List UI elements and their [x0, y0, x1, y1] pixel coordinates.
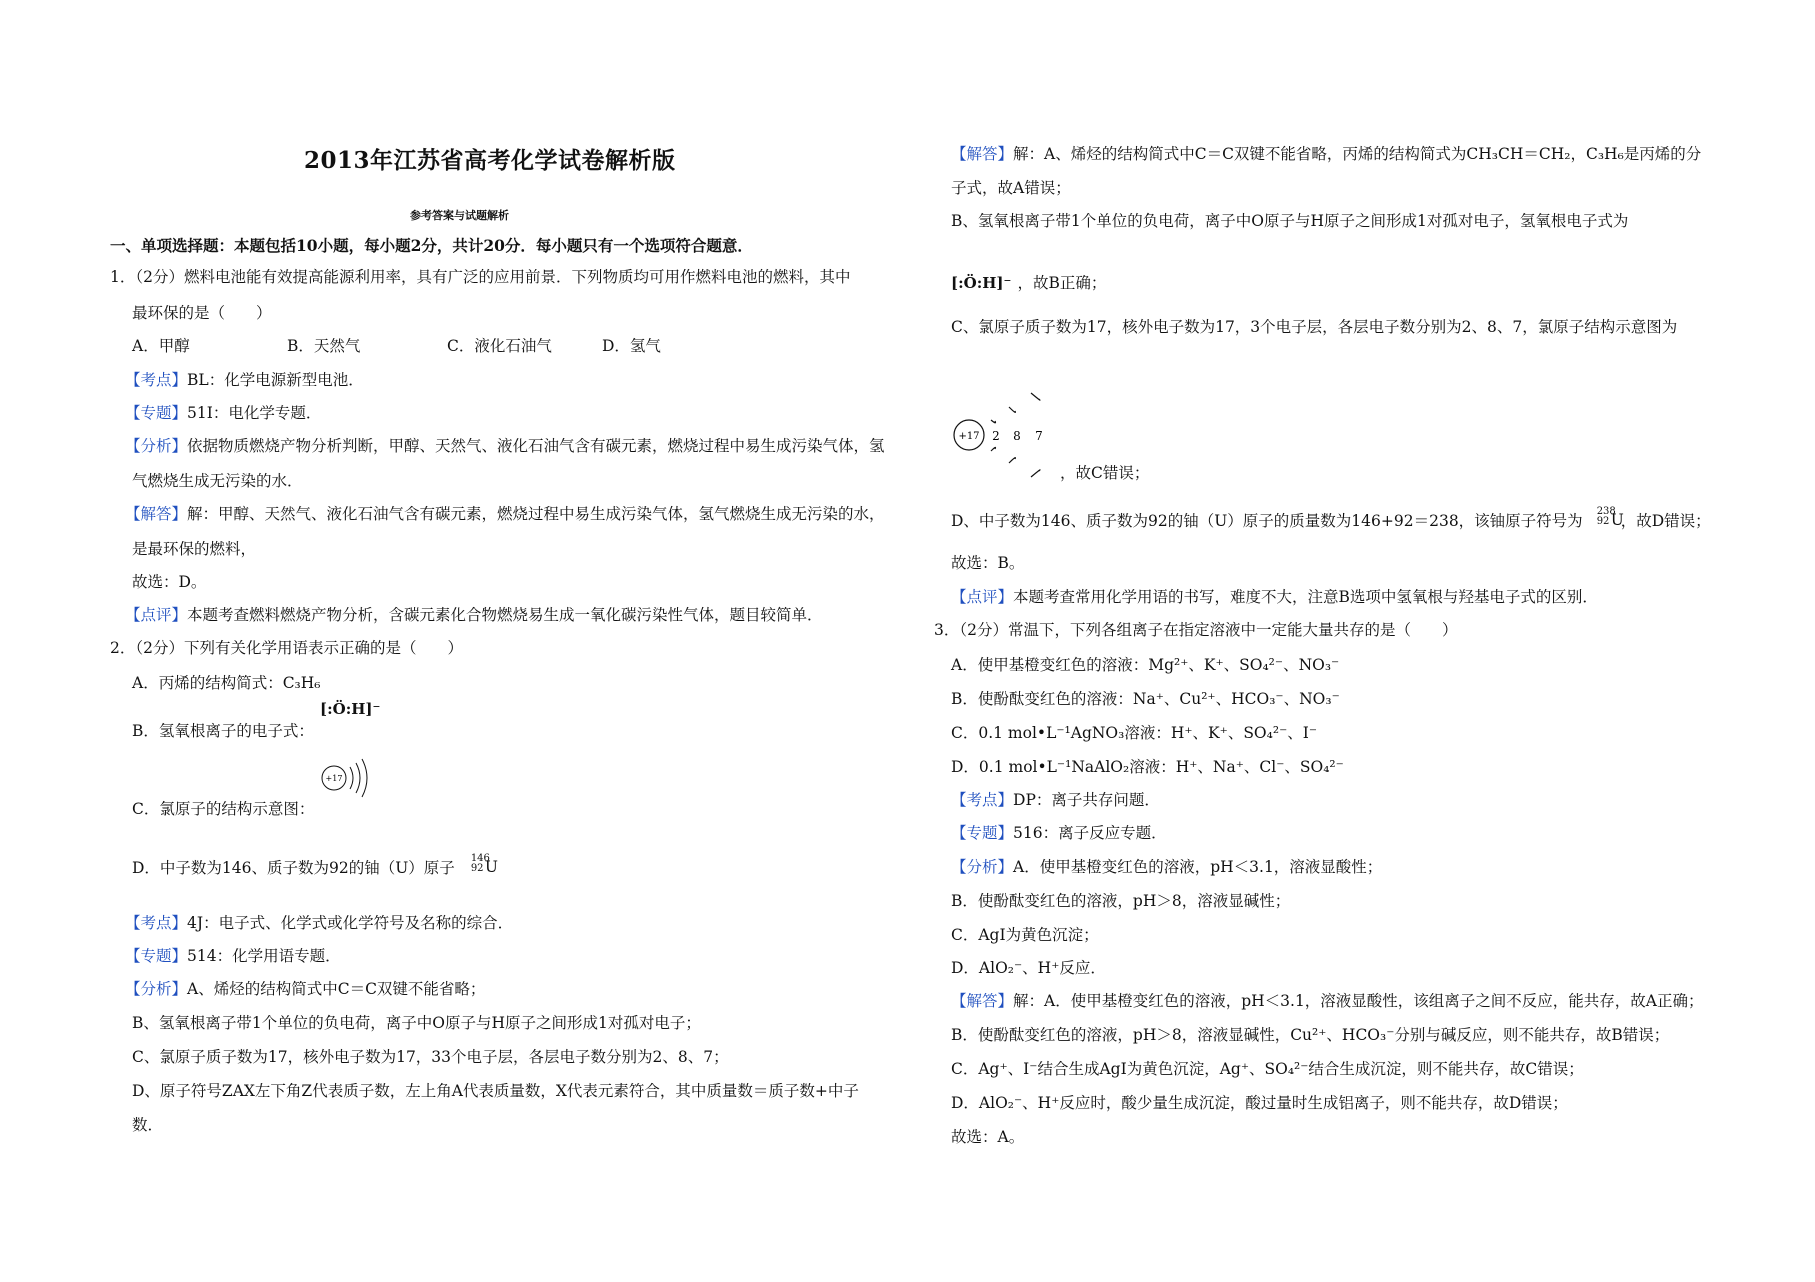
q1-kaodian: [125, 369, 364, 391]
fenxi-tag: 【分析】: [125, 437, 188, 455]
q2-option-a: A．丙烯的结构简式：C₃H₆: [132, 674, 321, 692]
q2-zhuanti-text: 514：化学用语专题．: [187, 947, 341, 965]
q1-dianping-text: 本题考查燃料燃烧产物分析，含碳元素化合物燃烧易生成一氧化碳污染性气体，题目较简单．: [187, 606, 823, 624]
q3-answer: 故选：A。: [951, 1128, 1025, 1146]
jieda-tag: 【解答】: [951, 992, 1014, 1010]
iso-number: 92: [1596, 516, 1610, 527]
jieda-tag: 【解答】: [125, 505, 188, 523]
nucleus-label: +17: [958, 431, 980, 442]
q3-fenxi: [951, 856, 1382, 878]
fenxi-tag: 【分析】: [951, 858, 1014, 876]
q3-option-a: A．使甲基橙变红色的溶液：Mg²⁺、K⁺、SO₄²⁻、NO₃⁻: [951, 656, 1340, 674]
dianping-tag: 【点评】: [951, 588, 1014, 606]
fenxi-tag: 【分析】: [125, 980, 188, 998]
q1-jieda-line2: 是最环保的燃料，: [132, 540, 257, 558]
q3-jieda-line4: D．AlO₂⁻、H⁺反应时，酸少量生成沉淀，酸过量时生成铝离子，则不能共存，故D错误；: [951, 1094, 1568, 1112]
q1-option-a: A．甲醇: [132, 337, 190, 355]
q1-option-c: C．液化石油气: [447, 337, 552, 355]
section-heading: 一、单项选择题：本题包括10小题，每小题2分，共计20分．每小题只有一个选项符合题意．: [110, 236, 753, 255]
shell-arc-3-bottom: [1031, 470, 1040, 477]
q1-kaodian-text: BL：化学电源新型电池．: [187, 371, 364, 389]
dianping-tag: 【点评】: [125, 606, 188, 624]
q1-fenxi: [125, 435, 885, 457]
chlorine-atom-diagram: [951, 385, 1061, 485]
q1-option-d: D．氢气: [602, 337, 661, 355]
shell-arc-2-top: [1009, 407, 1015, 412]
q1-answer: 故选：D。: [132, 573, 207, 591]
kaodian-tag: 【考点】: [125, 914, 188, 932]
q2-kaodian: [125, 912, 513, 934]
q3-kaodian: [951, 789, 1160, 811]
shell-label-3: 7: [1035, 429, 1043, 443]
hydroxide-electron-formula-answer: [:Ö:H]⁻: [951, 274, 1012, 292]
q1-jieda: [125, 503, 885, 525]
q3-option-b: B．使酚酞变红色的溶液：Na⁺、Cu²⁺、HCO₃⁻、NO₃⁻: [951, 690, 1340, 708]
zhuanti-tag: 【专题】: [125, 947, 188, 965]
q3-fenxi-line4: D．AlO₂⁻、H⁺反应．: [951, 959, 1106, 977]
q2-jieda-line2: 子式，故A错误；: [951, 179, 1071, 197]
q2-fenxi-line1: A、烯烃的结构简式中C＝C双键不能省略；: [187, 980, 486, 998]
q3-jieda-line1: 解：A．使甲基橙变红色的溶液，pH＜3.1，溶液显酸性，该组离子之间不反应，能共存，故A正确；: [1013, 992, 1704, 1010]
kaodian-tag: 【考点】: [951, 791, 1014, 809]
q2-option-c: C．氯原子的结构示意图：: [132, 800, 315, 818]
q2-option-d: [132, 853, 498, 884]
q2-kaodian-text: 4J：电子式、化学式或化学符号及名称的综合．: [187, 914, 514, 932]
q3-option-d: D．0.1 mol•L⁻¹NaAlO₂溶液：H⁺、Na⁺、Cl⁻、SO₄²⁻: [951, 758, 1344, 776]
page-title: 2013年江苏省高考化学试卷解析版: [304, 147, 676, 174]
iso-mass: 146: [470, 853, 490, 864]
nucleus-label: +17: [325, 774, 343, 783]
q2-dianping-text: 本题考查常用化学用语的书写，难度不大，注意B选项中氢氧根与羟基电子式的区别．: [1013, 588, 1598, 606]
q2-jieda-line3: B、氢氧根离子带1个单位的负电荷，离子中O原子与H原子之间形成1对孤对电子，氢氧根电子式为: [951, 212, 1629, 230]
q3-jieda-line2: B．使酚酞变红色的溶液，pH＞8，溶液显碱性，Cu²⁺、HCO₃⁻分别与碱反应，则不能共存，故B错误；: [951, 1026, 1670, 1044]
shell-arc-2: [356, 763, 360, 793]
shell-arc-3: [362, 759, 367, 797]
q2-dianping: [951, 586, 1598, 608]
q2-jieda-line4: [951, 272, 1106, 294]
shell-arc-1-bottom: [991, 447, 996, 451]
q3-fenxi-line3: C．AgI为黄色沉淀；: [951, 926, 1099, 944]
q2-jieda: [951, 143, 1701, 165]
q2-fenxi-line2: B、氢氧根离子带1个单位的负电荷，离子中O原子与H原子之间形成1对孤对电子；: [132, 1014, 701, 1032]
q2-zhuanti: [125, 945, 341, 967]
zhuanti-tag: 【专题】: [125, 404, 188, 422]
chlorine-atom-diagram-small: [318, 755, 374, 801]
q1-stem-line1: 1．（2分）燃料电池能有效提高能源利用率，具有广泛的应用前景．下列物质均可用作燃料电池的燃料，其中: [110, 268, 851, 286]
q1-fenxi-line2: 气燃烧生成无污染的水．: [132, 472, 303, 490]
q3-zhuanti-text: 516：离子反应专题．: [1013, 824, 1167, 842]
zhuanti-tag: 【专题】: [951, 824, 1014, 842]
q2-jieda-line4-text: ，故B正确；: [1017, 274, 1107, 292]
q3-kaodian-text: DP：离子共存问题．: [1013, 791, 1160, 809]
q2-option-b: B．氢氧根离子的电子式：: [132, 722, 314, 740]
q2-fenxi-line4: D、原子符号ZAX左下角Z代表质子数，左上角A代表质量数，X代表元素符合，其中质量数＝质子数+中子: [132, 1082, 859, 1100]
q2-jieda-line7-end: ，故D错误；: [1620, 512, 1711, 530]
uranium-146-symbol: [465, 853, 498, 884]
q1-stem-line2: 最环保的是（ ）: [132, 304, 272, 322]
shell-arc-1: [350, 767, 353, 789]
kaodian-tag: 【考点】: [125, 371, 188, 389]
jieda-tag: 【解答】: [951, 145, 1014, 163]
q2-fenxi: [125, 978, 485, 1000]
q2-answer: 故选：B。: [951, 554, 1025, 572]
q1-zhuanti-text: 51I：电化学专题．: [187, 404, 322, 422]
q2-jieda-line5: C、氯原子质子数为17，核外电子数为17，3个电子层，各层电子数分别为2、8、7，氯原子结构示意图为: [951, 318, 1678, 336]
q2-fenxi-line3: C、氯原子质子数为17，核外电子数为17，33个电子层，各层电子数分别为2、8、7；: [132, 1048, 729, 1066]
q3-jieda-line3: C．Ag⁺、I⁻结合生成AgI为黄色沉淀，Ag⁺、SO₄²⁻结合生成沉淀，则不能共存，故C错误；: [951, 1060, 1584, 1078]
q2-jieda-line7: [951, 507, 1711, 537]
q1-fenxi-line1: 依据物质燃烧产物分析判断，甲醇、天然气、液化石油气含有碳元素，燃烧过程中易生成污染气体，氢: [187, 437, 885, 455]
q2-stem: 2．（2分）下列有关化学用语表示正确的是（ ）: [110, 639, 463, 657]
q1-option-b: B．天然气: [287, 337, 361, 355]
q3-fenxi-line2: B．使酚酞变红色的溶液，pH＞8，溶液显碱性；: [951, 892, 1291, 910]
iso-symbol: U: [1610, 511, 1624, 529]
iso-symbol: U: [484, 858, 498, 876]
q2-jieda-line1: 解：A、烯烃的结构简式中C＝C双键不能省略，丙烯的结构简式为CH₃CH＝CH₂，C₃H₆是丙烯的分: [1013, 145, 1702, 163]
q3-stem: 3．（2分）常温下，下列各组离子在指定溶液中一定能大量共存的是（ ）: [934, 621, 1458, 639]
q1-zhuanti: [125, 402, 321, 424]
q1-dianping: [125, 604, 823, 626]
iso-number: 92: [470, 863, 484, 874]
page-subtitle: 参考答案与试题解析: [410, 209, 509, 222]
shell-label-2: 8: [1013, 429, 1021, 443]
shell-arc-3-top: [1031, 393, 1040, 400]
q1-jieda-line1: 解：甲醇、天然气、液化石油气含有碳元素，燃烧过程中易生成污染气体，氢气燃烧生成无污染的水，: [187, 505, 885, 523]
q2-option-d-text: D．中子数为146、质子数为92的铀（U）原子: [132, 859, 455, 877]
q2-fenxi-line5: 数．: [132, 1116, 164, 1134]
shell-arc-1-top: [991, 420, 996, 423]
shell-label-1: 2: [992, 429, 1000, 443]
uranium-238-symbol: [1591, 506, 1624, 537]
q2-jieda-line7-text: D、中子数为146、质子数为92的铀（U）原子的质量数为146+92＝238，该铀原子符号为: [951, 512, 1583, 530]
q3-jieda: [951, 990, 1704, 1012]
iso-mass: 238: [1596, 506, 1616, 517]
hydroxide-electron-formula: [:Ö:H]⁻: [320, 700, 381, 718]
q3-option-c: C．0.1 mol•L⁻¹AgNO₃溶液：H⁺、K⁺、SO₄²⁻、I⁻: [951, 724, 1318, 742]
q3-fenxi-line1: A．使甲基橙变红色的溶液，pH＜3.1，溶液显酸性；: [1013, 858, 1383, 876]
q2-jieda-line6: ，故C错误；: [1060, 464, 1150, 482]
shell-arc-2-bottom: [1009, 458, 1015, 463]
q3-zhuanti: [951, 822, 1167, 844]
